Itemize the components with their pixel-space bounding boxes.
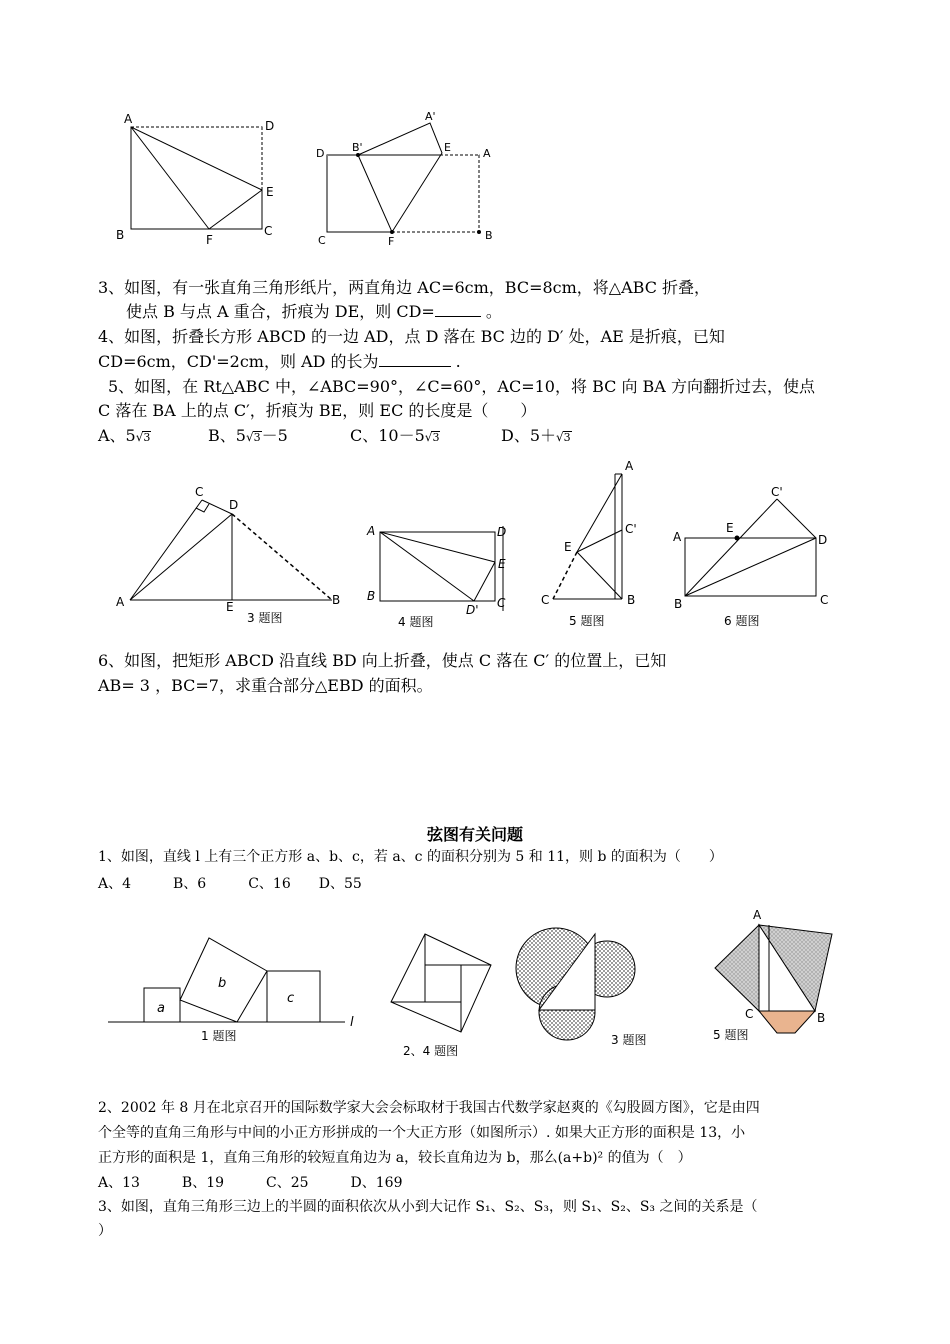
q6-line1: 6、如图，把矩形 ABCD 沿直线 BD 向上折叠，使点 C 落在 C′ 的位置上，已知 (98, 651, 667, 670)
s2-q2-line2: 个全等的直角三角形与中间的小正方形拼成的一个大正方形（如图所示）. 如果大正方形的面积是 13，小 (98, 1125, 746, 1141)
label: B (367, 589, 376, 603)
label: C (318, 234, 326, 247)
label: b (218, 976, 227, 991)
label: B' (352, 141, 363, 154)
option-d: D、5＋√3 (501, 426, 571, 445)
label: C (264, 224, 273, 238)
s2-q3-line2: ） (98, 1223, 112, 1239)
label: A (625, 459, 634, 473)
fig-s2-3 (515, 922, 650, 1050)
s2-q3-line1: 3、如图，直角三角形三边上的半圆的面积依次从小到大记作 S₁、S₂、S₃，则 S₁、S₂、S₃ 之间的关系是（ (98, 1199, 758, 1215)
fig-s2-1 (105, 930, 375, 1048)
option-a: A、5√3 (98, 426, 151, 445)
label: A (753, 908, 762, 922)
q5-line1: 5、如图，在 Rt△ABC 中，∠ABC=90°，∠C=60°，AC=10，将 BC 向 BA 方向翻折过去，使点 (108, 377, 815, 396)
fig-q5 (537, 456, 657, 634)
label: C (820, 593, 829, 607)
s2-q2-line3: 正方形的面积是 1，直角三角形的较短直角边为 a，较长直角边为 b，那么(a+b)² 的值为（ ） (98, 1150, 692, 1166)
fig-q4 (362, 516, 522, 632)
label: E (266, 185, 274, 199)
caption: 3 题图 (611, 1033, 647, 1047)
label: a (157, 1001, 165, 1016)
label: l (350, 1015, 354, 1030)
caption: 2、4 题图 (403, 1044, 459, 1058)
q6-line2: AB= 3 ，BC=7，求重合部分△EBD 的面积。 (98, 676, 433, 695)
label: D (497, 525, 507, 539)
label: C' (771, 485, 783, 499)
fig-top-left (110, 108, 290, 248)
s2-q1: 1、如图，直线 l 上有三个正方形 a、b、c，若 a、c 的面积分别为 5 和 11，则 b 的面积为（ ） (98, 849, 723, 865)
q3-line1: 3、如图，有一张直角三角形纸片，两直角边 AC=6cm，BC=8cm，将△ABC 折叠， (98, 278, 711, 297)
q4-line1: 4、如图，折叠长方形 ABCD 的一边 AD，点 D 落在 BC 边的 D′ 处，AE 是折痕，已知 (98, 327, 725, 346)
q4-end: . (450, 352, 461, 371)
label: A (124, 112, 133, 126)
q5-line2: C 落在 BA 上的点 C′，折痕为 BE，则 EC 的长度是（ ） (98, 401, 537, 420)
label: B (116, 228, 125, 242)
q4-text: CD=6cm，CD'=2cm，则 AD 的长为 (98, 352, 379, 371)
label: D' (466, 603, 479, 617)
label: A' (425, 110, 436, 123)
q3-text: 使点 B 与点 A 重合，折痕为 DE，则 CD= (126, 302, 435, 321)
label: A (673, 530, 682, 544)
label: A (116, 595, 125, 609)
label: F (206, 233, 213, 247)
fig-q3 (112, 484, 352, 629)
label: c (287, 991, 295, 1006)
label: E (226, 600, 234, 614)
label: D (316, 147, 325, 160)
label: F (388, 235, 395, 248)
label: C (497, 596, 506, 610)
label: E (444, 141, 451, 154)
fig-top-right (312, 105, 502, 250)
s2-q2-line1: 2、2002 年 8 月在北京召开的国际数学家大会会标取材于我国古代数学家赵爽的《勾股圆方图》，它是由四 (98, 1100, 760, 1116)
fig-s2-5 (705, 905, 845, 1050)
answer-blank (379, 352, 451, 367)
label: B (627, 593, 636, 607)
caption: 5 题图 (569, 614, 605, 628)
caption: 5 题图 (713, 1028, 749, 1042)
label: C (541, 593, 550, 607)
label: A (483, 147, 491, 160)
s2-q1-options: A、4 B、6 C、16 D、55 (98, 876, 362, 892)
label: D (229, 498, 239, 512)
label: B (817, 1011, 826, 1025)
fig-s2-24 (385, 930, 505, 1065)
label: C (745, 1007, 754, 1021)
label: D (818, 533, 828, 547)
q3-end: 。 (480, 302, 502, 321)
answer-blank (435, 302, 481, 317)
caption: 1 题图 (201, 1029, 237, 1043)
s2-q2-options: A、13 B、19 C、25 D、169 (98, 1175, 403, 1191)
q4-line2 (98, 350, 858, 374)
label: B (674, 597, 683, 611)
option-b: B、5√3－5 (208, 426, 288, 445)
label: B (332, 593, 341, 607)
label: B (485, 229, 493, 242)
label: C' (625, 522, 637, 536)
label: E (726, 521, 734, 535)
caption: 4 题图 (398, 615, 434, 629)
label: A (367, 524, 376, 538)
fig-q6 (670, 484, 840, 634)
option-c: C、10－5√3 (350, 426, 440, 445)
label: E (498, 557, 506, 571)
label: C (195, 485, 204, 499)
caption: 3 题图 (247, 611, 283, 625)
section-title: 弦图有关问题 (426, 825, 523, 844)
label: D (265, 119, 275, 133)
caption: 6 题图 (724, 614, 760, 628)
label: E (564, 540, 572, 554)
q3-line2 (126, 300, 886, 324)
